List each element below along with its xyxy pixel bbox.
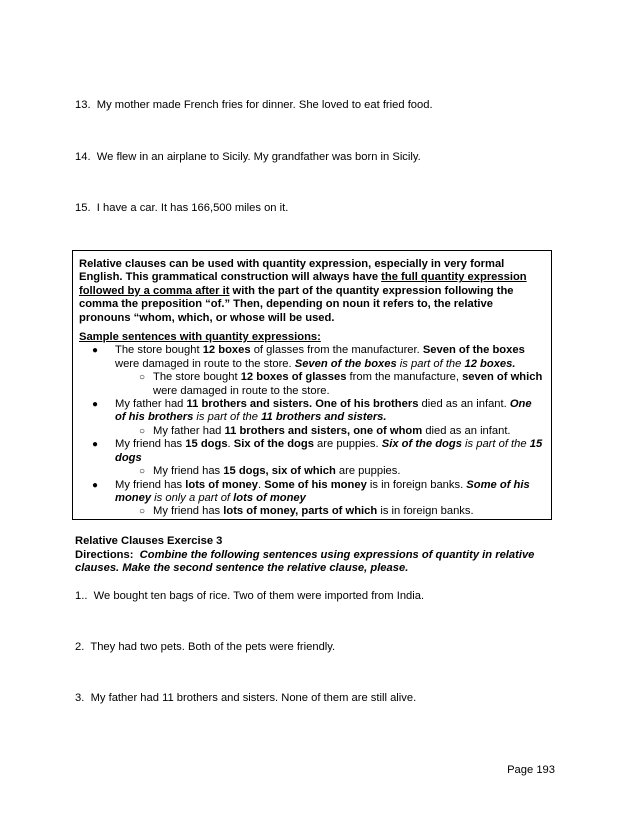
rule-intro: Relative clauses can be used with quantity expression, especially in very formal English. This grammatical construction will always have the full quantity expression followed by a comma after it with the part of the quantity expression following the comma the preposition “of.” Then, depending on noun it refers to, the relative pronouns “whom, which, or whose will be used. [79,258,527,324]
page-number: Page 193 [507,764,555,776]
sample-item-1: ● The store bought 12 boxes of glasses from the manufacturer. Seven of the boxes were damaged in route to the store. Seven of the boxes is part of the 12 boxes. [79,344,545,371]
exercise-item-3: 3. My father had 11 brothers and sisters. None of them are still alive. [75,692,417,704]
sample-subitem-4: ○ My friend has lots of money, parts of which is in foreign banks. [139,505,474,518]
list-item-14: 14. We flew in an airplane to Sicily. My grandfather was born in Sicily. [75,151,421,163]
rule-box [72,250,552,520]
sample-item-4: ● My friend has lots of money. Some of his money is in foreign banks. Some of his money is only a part of lots of money [79,479,545,506]
sample-subitem-1: ○ The store bought 12 boxes of glasses from the manufacture, seven of which were damaged in route to the store. [139,371,543,397]
exercise-item-2: 2. They had two pets. Both of the pets were friendly. [75,641,336,653]
sample-subitem-2: ○ My father had 11 brothers and sisters, one of whom died as an infant. [139,424,511,437]
sample-item-2: ● My father had 11 brothers and sisters. One of his brothers died as an infant. One of his brothers is part of the 11 brothers and sisters. [79,398,545,425]
exercise-title: Relative Clauses Exercise 3 [75,535,223,547]
sample-item-3: ● My friend has 15 dogs. Six of the dogs are puppies. Six of the dogs is part of the 15 dogs [79,438,545,465]
sample-subitem-3: ○ My friend has 15 dogs, six of which are puppies. [139,465,401,478]
list-item-13: 13. My mother made French fries for dinner. She loved to eat fried food. [75,99,433,111]
list-item-15: 15. I have a car. It has 166,500 miles on it. [75,202,289,214]
exercise-directions: Directions: Combine the following sentences using expressions of quantity in relative clauses. Make the second sentence the relative clause, please. [75,549,535,575]
sample-list [79,344,545,518]
sample-heading: Sample sentences with quantity expressions: [79,331,321,344]
exercise-item-1: 1.. We bought ten bags of rice. Two of them were imported from India. [75,590,425,602]
